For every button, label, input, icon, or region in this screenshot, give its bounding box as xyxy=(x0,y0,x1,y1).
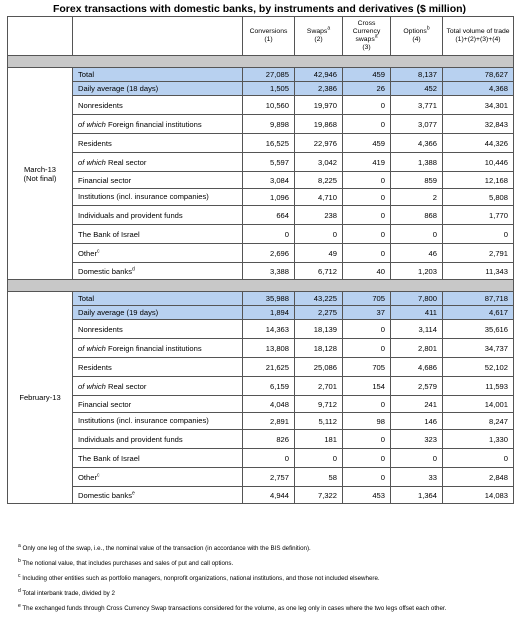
table-cell: 8,137 xyxy=(391,68,443,82)
row-label-text: Institutions (incl. insurance companies) xyxy=(78,415,209,425)
table-cell: 0 xyxy=(295,225,343,244)
table-cell: 8,225 xyxy=(295,172,343,189)
footnote-text: Only one leg of the swap, i.e., the nominal value of the transaction (in accordance with the BIS definition). xyxy=(22,545,311,552)
table-cell: 4,366 xyxy=(391,134,443,153)
table-cell: 411 xyxy=(391,306,443,320)
table-cell: 12,168 xyxy=(443,172,514,189)
table-cell: 46 xyxy=(391,244,443,263)
column-label: Total volume of trade xyxy=(446,28,510,35)
table-cell: 826 xyxy=(243,430,295,449)
table-cell: 9,898 xyxy=(243,115,295,134)
table-row xyxy=(8,82,514,96)
table-cell: 7,322 xyxy=(295,487,343,504)
table-cell: 32,843 xyxy=(443,115,514,134)
table-cell: 52,102 xyxy=(443,358,514,377)
table-cell: 181 xyxy=(295,430,343,449)
table-cell: 42,946 xyxy=(295,68,343,82)
table-header xyxy=(8,17,514,56)
row-label-text: Other xyxy=(78,248,97,258)
row-label xyxy=(73,377,243,396)
table-cell: 2,701 xyxy=(295,377,343,396)
page-title: Forex transactions with domestic banks, by instruments and derivatives ($ million) xyxy=(52,3,467,15)
table-cell: 868 xyxy=(391,206,443,225)
row-label-text: Other xyxy=(78,472,97,482)
row-label-text: Financial sector xyxy=(78,399,132,409)
table-row xyxy=(8,358,514,377)
section-separator xyxy=(8,56,514,68)
column-label: Options xyxy=(403,28,427,35)
table-cell: 4,944 xyxy=(243,487,295,504)
column-number: (1) xyxy=(264,36,273,43)
table-row xyxy=(8,206,514,225)
row-label-italic: of which xyxy=(78,343,106,353)
header-blank-period xyxy=(8,17,73,56)
table-row xyxy=(8,396,514,413)
table-cell: 0 xyxy=(343,468,391,487)
table-cell: 3,042 xyxy=(295,153,343,172)
footnote xyxy=(18,587,508,598)
table-cell: 2,791 xyxy=(443,244,514,263)
table-row xyxy=(8,134,514,153)
table-cell: 1,330 xyxy=(443,430,514,449)
table-cell: 3,114 xyxy=(391,320,443,339)
table-cell: 323 xyxy=(391,430,443,449)
table-cell: 16,525 xyxy=(243,134,295,153)
table-cell: 78,627 xyxy=(443,68,514,82)
table-cell: 4,048 xyxy=(243,396,295,413)
footnote-mark: a xyxy=(18,542,21,549)
table-cell: 0 xyxy=(343,189,391,206)
table-cell: 2,848 xyxy=(443,468,514,487)
table-cell: 3,771 xyxy=(391,96,443,115)
table-cell: 13,808 xyxy=(243,339,295,358)
row-label-text: Daily average (19 days) xyxy=(78,308,159,317)
table-cell: 18,128 xyxy=(295,339,343,358)
table-cell: 453 xyxy=(343,487,391,504)
table-cell: 34,737 xyxy=(443,339,514,358)
table-cell: 14,001 xyxy=(443,396,514,413)
table-row xyxy=(8,244,514,263)
row-label xyxy=(73,358,243,377)
table-cell: 8,247 xyxy=(443,413,514,430)
row-label-text: Residents xyxy=(78,362,112,372)
row-footnote-mark: c xyxy=(97,471,100,478)
footnote-mark: e xyxy=(18,602,21,609)
column-header xyxy=(243,17,295,56)
header-blank-label xyxy=(73,17,243,56)
row-label xyxy=(73,430,243,449)
row-label-text: Real sector xyxy=(105,157,147,167)
table-cell: 5,597 xyxy=(243,153,295,172)
table-row xyxy=(8,115,514,134)
table-cell: 3,388 xyxy=(243,263,295,280)
footnote xyxy=(18,542,508,553)
row-label-text: Financial sector xyxy=(78,175,132,185)
table-cell: 154 xyxy=(343,377,391,396)
table-cell: 26 xyxy=(343,82,391,96)
table-row xyxy=(8,413,514,430)
table-cell: 2,891 xyxy=(243,413,295,430)
table-row xyxy=(8,377,514,396)
row-label-text: Total xyxy=(78,70,95,79)
footnote-text: Including other entities such as portfolio managers, nonprofit organizations, national institutions, and those not included elsewhere. xyxy=(22,575,380,582)
table-row xyxy=(8,189,514,206)
footnote-mark: d xyxy=(18,587,21,594)
row-label xyxy=(73,320,243,339)
table-cell: 4,710 xyxy=(295,189,343,206)
table-cell: 459 xyxy=(343,68,391,82)
table-cell: 0 xyxy=(243,449,295,468)
table-cell: 10,560 xyxy=(243,96,295,115)
column-header xyxy=(443,17,514,56)
table-cell: 3,077 xyxy=(391,115,443,134)
footnote-mark: c xyxy=(18,572,21,579)
table-cell: 18,139 xyxy=(295,320,343,339)
table-cell: 14,363 xyxy=(243,320,295,339)
column-number: (1)+(2)+(3)+(4) xyxy=(455,36,501,43)
table-cell: 0 xyxy=(343,225,391,244)
row-label xyxy=(73,96,243,115)
table-cell: 5,112 xyxy=(295,413,343,430)
table-cell: 0 xyxy=(343,244,391,263)
table-cell: 5,808 xyxy=(443,189,514,206)
table-cell: 0 xyxy=(243,225,295,244)
table-cell: 0 xyxy=(295,449,343,468)
row-label xyxy=(73,172,243,189)
table-cell: 0 xyxy=(443,225,514,244)
table-cell: 6,159 xyxy=(243,377,295,396)
table-cell: 459 xyxy=(343,134,391,153)
column-footnote-mark: b xyxy=(426,25,430,32)
table-cell: 19,970 xyxy=(295,96,343,115)
footnotes xyxy=(18,542,508,620)
table-cell: 452 xyxy=(391,82,443,96)
table-cell: 40 xyxy=(343,263,391,280)
column-header xyxy=(343,17,391,56)
row-label xyxy=(73,244,243,263)
row-label-text: Real sector xyxy=(105,381,147,391)
column-header xyxy=(295,17,343,56)
table-cell: 44,326 xyxy=(443,134,514,153)
row-label-text: Foreign financial institutions xyxy=(105,119,202,129)
table-cell: 11,593 xyxy=(443,377,514,396)
row-label xyxy=(73,306,243,320)
row-label xyxy=(73,292,243,306)
table-cell: 859 xyxy=(391,172,443,189)
row-label-italic: of which xyxy=(78,119,106,129)
footnote-text: The notional value, that includes purchases and sales of put and call options. xyxy=(22,560,234,567)
table-cell: 419 xyxy=(343,153,391,172)
table-cell: 35,616 xyxy=(443,320,514,339)
table-cell: 22,976 xyxy=(295,134,343,153)
table-cell: 33 xyxy=(391,468,443,487)
section-separator xyxy=(8,280,514,292)
table-cell: 43,225 xyxy=(295,292,343,306)
row-label xyxy=(73,225,243,244)
footnote xyxy=(18,557,508,568)
period-label: February-13 xyxy=(8,292,73,504)
table-cell: 1,096 xyxy=(243,189,295,206)
table-cell: 34,301 xyxy=(443,96,514,115)
footnote xyxy=(18,572,508,583)
row-footnote-mark: d xyxy=(132,265,135,272)
table-cell: 0 xyxy=(343,430,391,449)
row-label xyxy=(73,206,243,225)
table-row xyxy=(8,292,514,306)
row-label xyxy=(73,189,243,206)
table-cell: 0 xyxy=(391,449,443,468)
table-cell: 2 xyxy=(391,189,443,206)
table-cell: 2,579 xyxy=(391,377,443,396)
row-label xyxy=(73,153,243,172)
table-cell: 4,686 xyxy=(391,358,443,377)
footnote xyxy=(18,602,508,613)
table-cell: 27,085 xyxy=(243,68,295,82)
table-row xyxy=(8,263,514,280)
row-label-italic: of which xyxy=(78,157,106,167)
table-cell: 2,757 xyxy=(243,468,295,487)
row-label-text: Individuals and provident funds xyxy=(78,434,183,444)
row-label-text: Nonresidents xyxy=(78,100,123,110)
header-row xyxy=(8,17,514,56)
table-row xyxy=(8,225,514,244)
table-row xyxy=(8,153,514,172)
table-cell: 11,343 xyxy=(443,263,514,280)
row-label-text: Individuals and provident funds xyxy=(78,210,183,220)
footnote-text: Total interbank trade, divided by 2 xyxy=(22,590,115,597)
table-cell: 1,203 xyxy=(391,263,443,280)
table-row xyxy=(8,468,514,487)
table-cell: 664 xyxy=(243,206,295,225)
table-cell: 2,696 xyxy=(243,244,295,263)
period-label: March-13 (Not final) xyxy=(8,68,73,280)
table-cell: 241 xyxy=(391,396,443,413)
column-number: (3) xyxy=(362,44,371,51)
table-cell: 705 xyxy=(343,292,391,306)
row-label-text: Daily average (18 days) xyxy=(78,84,159,93)
row-label-text: Nonresidents xyxy=(78,324,123,334)
table-cell: 10,446 xyxy=(443,153,514,172)
separator-cell xyxy=(8,280,514,292)
table-row xyxy=(8,487,514,504)
table-cell: 6,712 xyxy=(295,263,343,280)
table-cell: 35,988 xyxy=(243,292,295,306)
table-cell: 19,868 xyxy=(295,115,343,134)
row-footnote-mark: c xyxy=(97,247,100,254)
row-label-text: Foreign financial institutions xyxy=(105,343,202,353)
table-cell: 7,800 xyxy=(391,292,443,306)
table-cell: 2,275 xyxy=(295,306,343,320)
row-label-text: Domestic banks xyxy=(78,490,133,500)
table-row xyxy=(8,96,514,115)
row-label xyxy=(73,115,243,134)
table-cell: 25,086 xyxy=(295,358,343,377)
table-cell: 0 xyxy=(343,172,391,189)
column-footnote-mark: a xyxy=(327,25,331,32)
row-label xyxy=(73,68,243,82)
row-label-text: Total xyxy=(78,294,95,303)
table-cell: 0 xyxy=(343,449,391,468)
table-cell: 0 xyxy=(443,449,514,468)
table-cell: 0 xyxy=(391,225,443,244)
table-cell: 0 xyxy=(343,339,391,358)
table-cell: 1,505 xyxy=(243,82,295,96)
table-cell: 1,388 xyxy=(391,153,443,172)
table-cell: 1,364 xyxy=(391,487,443,504)
table-row xyxy=(8,449,514,468)
table-cell: 1,894 xyxy=(243,306,295,320)
column-number: (2) xyxy=(314,36,323,43)
column-label: Conversions xyxy=(249,28,288,35)
table-row xyxy=(8,68,514,82)
table-cell: 4,368 xyxy=(443,82,514,96)
table-row xyxy=(8,320,514,339)
table-row xyxy=(8,306,514,320)
table-cell: 2,386 xyxy=(295,82,343,96)
table-cell: 0 xyxy=(343,396,391,413)
column-footnote-mark: a xyxy=(374,33,378,40)
table-cell: 2,801 xyxy=(391,339,443,358)
footnote-mark: b xyxy=(18,557,21,564)
table-cell: 0 xyxy=(343,96,391,115)
table-cell: 0 xyxy=(343,206,391,225)
table-cell: 21,625 xyxy=(243,358,295,377)
row-label-italic: of which xyxy=(78,381,106,391)
row-label xyxy=(73,449,243,468)
column-number: (4) xyxy=(412,36,421,43)
table-cell: 238 xyxy=(295,206,343,225)
table-cell: 1,770 xyxy=(443,206,514,225)
footnote-text: The exchanged funds through Cross Currency Swap transactions considered for the volume, as one leg only in cases where the two legs offset each other. xyxy=(22,605,447,612)
table-cell: 58 xyxy=(295,468,343,487)
separator-cell xyxy=(8,56,514,68)
row-label xyxy=(73,413,243,430)
row-label xyxy=(73,339,243,358)
row-label xyxy=(73,468,243,487)
table-cell: 14,083 xyxy=(443,487,514,504)
column-header xyxy=(391,17,443,56)
column-label: Swaps xyxy=(306,28,328,35)
table-cell: 49 xyxy=(295,244,343,263)
table-cell: 4,617 xyxy=(443,306,514,320)
row-label-text: The Bank of Israel xyxy=(78,229,140,239)
forex-table xyxy=(7,16,514,504)
row-label xyxy=(73,263,243,280)
table-row xyxy=(8,339,514,358)
row-label xyxy=(73,396,243,413)
table-row xyxy=(8,430,514,449)
row-label-text: The Bank of Israel xyxy=(78,453,140,463)
table-cell: 705 xyxy=(343,358,391,377)
row-footnote-mark: e xyxy=(132,489,135,496)
table-cell: 0 xyxy=(343,115,391,134)
table-row xyxy=(8,172,514,189)
table-body xyxy=(8,56,514,504)
table-cell: 9,712 xyxy=(295,396,343,413)
table-cell: 37 xyxy=(343,306,391,320)
row-label-text: Domestic banks xyxy=(78,266,133,276)
table-cell: 146 xyxy=(391,413,443,430)
row-label xyxy=(73,82,243,96)
row-label-text: Institutions (incl. insurance companies) xyxy=(78,191,209,201)
table-cell: 87,718 xyxy=(443,292,514,306)
table-cell: 0 xyxy=(343,320,391,339)
table-cell: 3,084 xyxy=(243,172,295,189)
table-cell: 98 xyxy=(343,413,391,430)
column-label: Cross Currency swaps xyxy=(352,20,381,43)
row-label xyxy=(73,487,243,504)
row-label-text: Residents xyxy=(78,138,112,148)
row-label xyxy=(73,134,243,153)
